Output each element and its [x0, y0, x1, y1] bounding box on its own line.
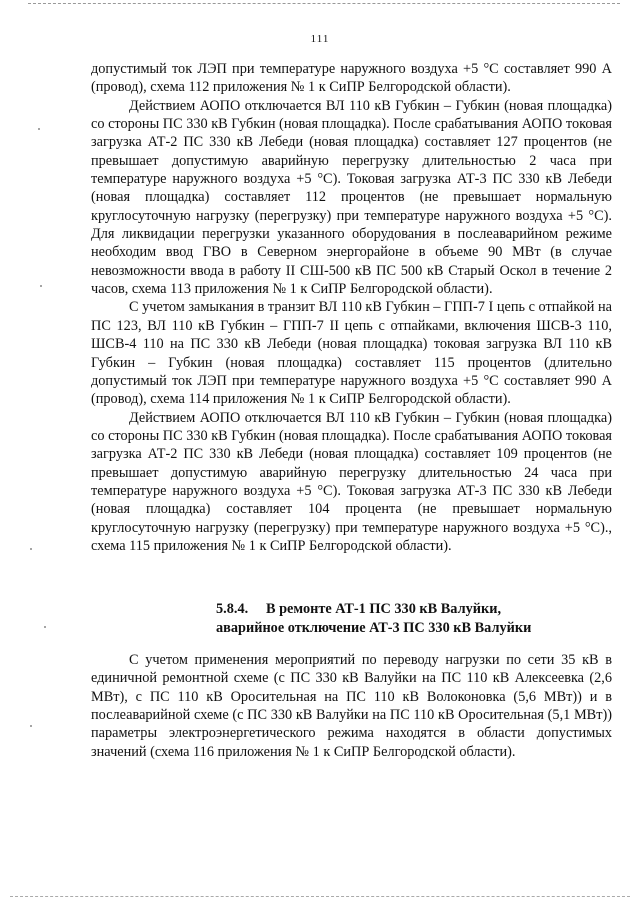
section-heading	[91, 600, 612, 637]
scan-speck	[40, 285, 42, 287]
paragraph: С учетом замыкания в транзит ВЛ 110 кВ Губкин – ГПП-7 I цепь с отпайкой на ПС 123, ВЛ 110 кВ Губкин – ГПП-7 II цепь с отпайками, включения ШСВ-3 110, ШСВ-4 110 на ПС 330 кВ Лебеди (новая площадка) токовая загрузка ВЛ 110 кВ Губкин – Губкин (новая площадка) составляет 115 процентов (длительно допустимый ток ЛЭП при температуре наружного воздуха +5 °С составляет 990 А (провод), схема 114 приложения № 1 к СиПР Белгородской области).	[91, 299, 612, 408]
paragraph: Действием АОПО отключается ВЛ 110 кВ Губкин – Губкин (новая площадка) со стороны ПС 330 кВ Губкин (новая площадка). После срабатывания АОПО токовая загрузка АТ-2 ПС 330 кВ Лебеди (новая площадка) составляет 127 процентов (не превышает допустимую аварийную перегрузку длительностью 2 часа при температуре наружного воздуха +5 °С). Токовая загрузка АТ-3 ПС 330 кВ Лебеди (новая площадка) составляет 112 процентов (не превышает нормальную круглосуточную нагрузку (перегрузку) при температуре наружного воздуха +5 °С). Для ликвидации перегрузки указанного оборудования в послеаварийном режиме необходим ввод ГВО в Северном энергорайоне в объеме 90 МВт (в случае невозможности ввода в работу II СШ-500 кВ ПС 500 кВ Старый Оскол в течение 2 часов, схема 113 приложения № 1 к СиПР Белгородской области).	[91, 97, 612, 298]
scan-speck	[30, 548, 32, 550]
paragraph: С учетом применения мероприятий по переводу нагрузки по сети 35 кВ в единичной ремонтной схеме (с ПС 330 кВ Валуйки на ПС 110 кВ Алексеевка (2,6 МВт), с ПС 110 кВ Оросительная на ПС 110 кВ Волоконовка (5,6 МВт)) и в послеаварийной схеме (с ПС 330 кВ Валуйки на ПС 110 кВ Оросительная (5,1 МВт)) параметры электроэнергетического режима находятся в области допустимых значений (схема 116 приложения № 1 к СиПР Белгородской области).	[91, 652, 612, 760]
paragraph-continued: допустимый ток ЛЭП при температуре наружного воздуха +5 °С составляет 990 А (провод), схема 112 приложения № 1 к СиПР Белгородской области).	[91, 61, 612, 96]
section-title-line2: аварийное отключение АТ-3 ПС 330 кВ Валуйки	[216, 619, 532, 636]
section-title-line1: В ремонте АТ-1 ПС 330 кВ Валуйки,	[266, 601, 502, 617]
scan-speck	[30, 725, 32, 727]
section-body	[91, 651, 612, 761]
scan-speck	[44, 626, 46, 628]
page-number: 111	[310, 33, 330, 45]
scan-edge-top	[28, 3, 620, 4]
body-text	[91, 60, 612, 555]
scan-edge-bottom	[10, 896, 630, 897]
section-number: 5.8.4.	[216, 601, 249, 617]
scan-speck	[38, 128, 40, 130]
paragraph: Действием АОПО отключается ВЛ 110 кВ Губкин – Губкин (новая площадка) со стороны ПС 330 кВ Губкин (новая площадка). После срабатывания АОПО токовая загрузка АТ-2 ПС 330 кВ Лебеди (новая площадка) составляет 109 процентов (не превышает допустимую аварийную перегрузку длительностью 24 часа при температуре наружного воздуха +5 °С). Токовая загрузка АТ-3 ПС 330 кВ Лебеди (новая площадка) составляет 104 процента (не превышает нормальную круглосуточную нагрузку (перегрузку) при температуре наружного воздуха +5 °С)., схема 115 приложения № 1 к СиПР Белгородской области).	[91, 409, 612, 554]
